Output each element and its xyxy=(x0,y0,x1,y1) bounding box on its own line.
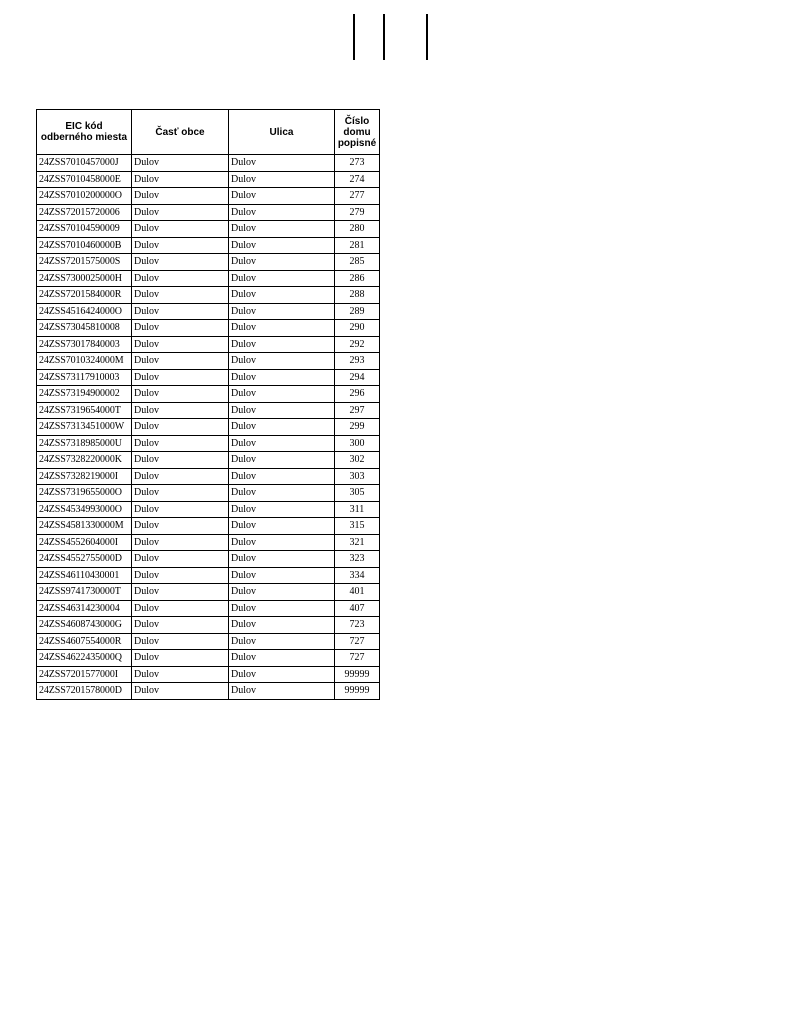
cell-ulica: Dulov xyxy=(229,534,335,551)
cell-cislo: 297 xyxy=(335,402,380,419)
cell-cislo: 279 xyxy=(335,204,380,221)
cell-cast-obce: Dulov xyxy=(132,237,229,254)
table-row xyxy=(37,666,380,683)
table-row xyxy=(37,369,380,386)
cell-eic: 24ZSS70104590009 xyxy=(37,221,132,238)
cell-eic: 24ZSS4608743000G xyxy=(37,617,132,634)
cell-ulica: Dulov xyxy=(229,303,335,320)
cell-ulica: Dulov xyxy=(229,501,335,518)
table-row xyxy=(37,501,380,518)
table-row xyxy=(37,534,380,551)
header-cislo: Číslo domu popisné xyxy=(335,110,380,155)
cell-cast-obce: Dulov xyxy=(132,650,229,667)
cell-cast-obce: Dulov xyxy=(132,303,229,320)
cell-cast-obce: Dulov xyxy=(132,485,229,502)
decorative-vertical-line xyxy=(383,14,385,60)
cell-cast-obce: Dulov xyxy=(132,600,229,617)
table-row xyxy=(37,600,380,617)
cell-cislo: 280 xyxy=(335,221,380,238)
cell-cast-obce: Dulov xyxy=(132,386,229,403)
cell-cislo: 286 xyxy=(335,270,380,287)
decorative-vertical-line xyxy=(353,14,355,60)
cell-cast-obce: Dulov xyxy=(132,468,229,485)
table-header-row xyxy=(37,110,380,155)
cell-ulica: Dulov xyxy=(229,600,335,617)
cell-ulica: Dulov xyxy=(229,386,335,403)
header-eic: EIC kód odberného miesta xyxy=(37,110,132,155)
cell-ulica: Dulov xyxy=(229,188,335,205)
cell-ulica: Dulov xyxy=(229,551,335,568)
cell-cislo: 274 xyxy=(335,171,380,188)
table-row xyxy=(37,386,380,403)
cell-cast-obce: Dulov xyxy=(132,501,229,518)
table-row xyxy=(37,303,380,320)
cell-ulica: Dulov xyxy=(229,353,335,370)
header-ulica: Ulica xyxy=(229,110,335,155)
header-cast-obce: Časť obce xyxy=(132,110,229,155)
cell-cast-obce: Dulov xyxy=(132,567,229,584)
cell-cast-obce: Dulov xyxy=(132,270,229,287)
table-row xyxy=(37,435,380,452)
cell-eic: 24ZSS4622435000Q xyxy=(37,650,132,667)
cell-ulica: Dulov xyxy=(229,369,335,386)
cell-cislo: 407 xyxy=(335,600,380,617)
cell-cislo: 299 xyxy=(335,419,380,436)
table-row xyxy=(37,204,380,221)
cell-cast-obce: Dulov xyxy=(132,188,229,205)
cell-cislo: 300 xyxy=(335,435,380,452)
cell-cast-obce: Dulov xyxy=(132,435,229,452)
cell-eic: 24ZSS73117910003 xyxy=(37,369,132,386)
cell-eic: 24ZSS7201584000R xyxy=(37,287,132,304)
cell-ulica: Dulov xyxy=(229,567,335,584)
cell-cast-obce: Dulov xyxy=(132,452,229,469)
cell-cast-obce: Dulov xyxy=(132,402,229,419)
cell-eic: 24ZSS7201578000D xyxy=(37,683,132,700)
cell-eic: 24ZSS7010200000O xyxy=(37,188,132,205)
cell-ulica: Dulov xyxy=(229,633,335,650)
cell-eic: 24ZSS7313451000W xyxy=(37,419,132,436)
table-row xyxy=(37,270,380,287)
table-row xyxy=(37,485,380,502)
cell-cislo: 303 xyxy=(335,468,380,485)
cell-ulica: Dulov xyxy=(229,287,335,304)
table-row xyxy=(37,402,380,419)
cell-eic: 24ZSS7328220000K xyxy=(37,452,132,469)
table-row xyxy=(37,155,380,172)
cell-cast-obce: Dulov xyxy=(132,320,229,337)
cell-cislo: 292 xyxy=(335,336,380,353)
table-row xyxy=(37,633,380,650)
cell-ulica: Dulov xyxy=(229,650,335,667)
cell-cast-obce: Dulov xyxy=(132,204,229,221)
cell-cast-obce: Dulov xyxy=(132,683,229,700)
cell-cast-obce: Dulov xyxy=(132,551,229,568)
cell-cast-obce: Dulov xyxy=(132,336,229,353)
table-row xyxy=(37,254,380,271)
cell-cislo: 401 xyxy=(335,584,380,601)
cell-cislo: 99999 xyxy=(335,683,380,700)
cell-ulica: Dulov xyxy=(229,237,335,254)
cell-eic: 24ZSS7319655000O xyxy=(37,485,132,502)
cell-ulica: Dulov xyxy=(229,683,335,700)
cell-cislo: 293 xyxy=(335,353,380,370)
cell-ulica: Dulov xyxy=(229,419,335,436)
cell-eic: 24ZSS7010324000M xyxy=(37,353,132,370)
cell-cislo: 273 xyxy=(335,155,380,172)
cell-ulica: Dulov xyxy=(229,155,335,172)
cell-cislo: 727 xyxy=(335,633,380,650)
table-row xyxy=(37,353,380,370)
cell-ulica: Dulov xyxy=(229,485,335,502)
cell-ulica: Dulov xyxy=(229,518,335,535)
cell-cast-obce: Dulov xyxy=(132,518,229,535)
eic-points-table xyxy=(36,109,380,700)
table-row xyxy=(37,188,380,205)
cell-cislo: 289 xyxy=(335,303,380,320)
table-row xyxy=(37,320,380,337)
cell-eic: 24ZSS73194900002 xyxy=(37,386,132,403)
cell-eic: 24ZSS73017840003 xyxy=(37,336,132,353)
cell-eic: 24ZSS4607554000R xyxy=(37,633,132,650)
cell-cislo: 288 xyxy=(335,287,380,304)
cell-eic: 24ZSS72015720006 xyxy=(37,204,132,221)
cell-cislo: 294 xyxy=(335,369,380,386)
cell-eic: 24ZSS7201577000I xyxy=(37,666,132,683)
cell-cast-obce: Dulov xyxy=(132,419,229,436)
table-header xyxy=(37,110,380,155)
table-row xyxy=(37,287,380,304)
cell-cislo: 727 xyxy=(335,650,380,667)
table-row xyxy=(37,518,380,535)
table-row xyxy=(37,617,380,634)
cell-eic: 24ZSS7010460000B xyxy=(37,237,132,254)
cell-cislo: 302 xyxy=(335,452,380,469)
cell-eic: 24ZSS9741730000T xyxy=(37,584,132,601)
cell-eic: 24ZSS7010458000E xyxy=(37,171,132,188)
table-row xyxy=(37,419,380,436)
cell-ulica: Dulov xyxy=(229,666,335,683)
decorative-vertical-line xyxy=(426,14,428,60)
cell-eic: 24ZSS7318985000U xyxy=(37,435,132,452)
cell-ulica: Dulov xyxy=(229,320,335,337)
cell-eic: 24ZSS4552604000I xyxy=(37,534,132,551)
table-row xyxy=(37,452,380,469)
cell-eic: 24ZSS46314230004 xyxy=(37,600,132,617)
cell-cast-obce: Dulov xyxy=(132,633,229,650)
cell-cislo: 305 xyxy=(335,485,380,502)
cell-cislo: 723 xyxy=(335,617,380,634)
cell-cast-obce: Dulov xyxy=(132,584,229,601)
cell-eic: 24ZSS73045810008 xyxy=(37,320,132,337)
cell-cislo: 334 xyxy=(335,567,380,584)
cell-eic: 24ZSS4581330000M xyxy=(37,518,132,535)
cell-cislo: 315 xyxy=(335,518,380,535)
table-row xyxy=(37,584,380,601)
cell-ulica: Dulov xyxy=(229,617,335,634)
table-row xyxy=(37,650,380,667)
cell-cislo: 277 xyxy=(335,188,380,205)
cell-eic: 24ZSS4552755000D xyxy=(37,551,132,568)
cell-cast-obce: Dulov xyxy=(132,617,229,634)
cell-eic: 24ZSS4534993000O xyxy=(37,501,132,518)
cell-cast-obce: Dulov xyxy=(132,369,229,386)
cell-eic: 24ZSS46110430001 xyxy=(37,567,132,584)
cell-eic: 24ZSS4516424000O xyxy=(37,303,132,320)
cell-cislo: 311 xyxy=(335,501,380,518)
cell-cislo: 285 xyxy=(335,254,380,271)
cell-cislo: 290 xyxy=(335,320,380,337)
cell-cislo: 281 xyxy=(335,237,380,254)
table-row xyxy=(37,551,380,568)
cell-cislo: 321 xyxy=(335,534,380,551)
table-row xyxy=(37,683,380,700)
table-row xyxy=(37,336,380,353)
cell-ulica: Dulov xyxy=(229,435,335,452)
cell-ulica: Dulov xyxy=(229,204,335,221)
cell-eic: 24ZSS7328219000I xyxy=(37,468,132,485)
cell-eic: 24ZSS7300025000H xyxy=(37,270,132,287)
cell-ulica: Dulov xyxy=(229,221,335,238)
cell-ulica: Dulov xyxy=(229,254,335,271)
cell-cast-obce: Dulov xyxy=(132,171,229,188)
cell-ulica: Dulov xyxy=(229,336,335,353)
cell-ulica: Dulov xyxy=(229,171,335,188)
cell-cast-obce: Dulov xyxy=(132,534,229,551)
table-row xyxy=(37,171,380,188)
cell-cast-obce: Dulov xyxy=(132,287,229,304)
cell-ulica: Dulov xyxy=(229,270,335,287)
cell-eic: 24ZSS7010457000J xyxy=(37,155,132,172)
table-row xyxy=(37,221,380,238)
cell-cast-obce: Dulov xyxy=(132,666,229,683)
table-row xyxy=(37,468,380,485)
table-row xyxy=(37,237,380,254)
cell-ulica: Dulov xyxy=(229,452,335,469)
cell-cast-obce: Dulov xyxy=(132,221,229,238)
cell-cast-obce: Dulov xyxy=(132,155,229,172)
cell-eic: 24ZSS7201575000S xyxy=(37,254,132,271)
table-row xyxy=(37,567,380,584)
table-body xyxy=(37,155,380,700)
cell-cast-obce: Dulov xyxy=(132,353,229,370)
cell-cislo: 99999 xyxy=(335,666,380,683)
cell-eic: 24ZSS7319654000T xyxy=(37,402,132,419)
cell-ulica: Dulov xyxy=(229,584,335,601)
cell-cislo: 296 xyxy=(335,386,380,403)
cell-ulica: Dulov xyxy=(229,402,335,419)
cell-ulica: Dulov xyxy=(229,468,335,485)
cell-cast-obce: Dulov xyxy=(132,254,229,271)
cell-cislo: 323 xyxy=(335,551,380,568)
